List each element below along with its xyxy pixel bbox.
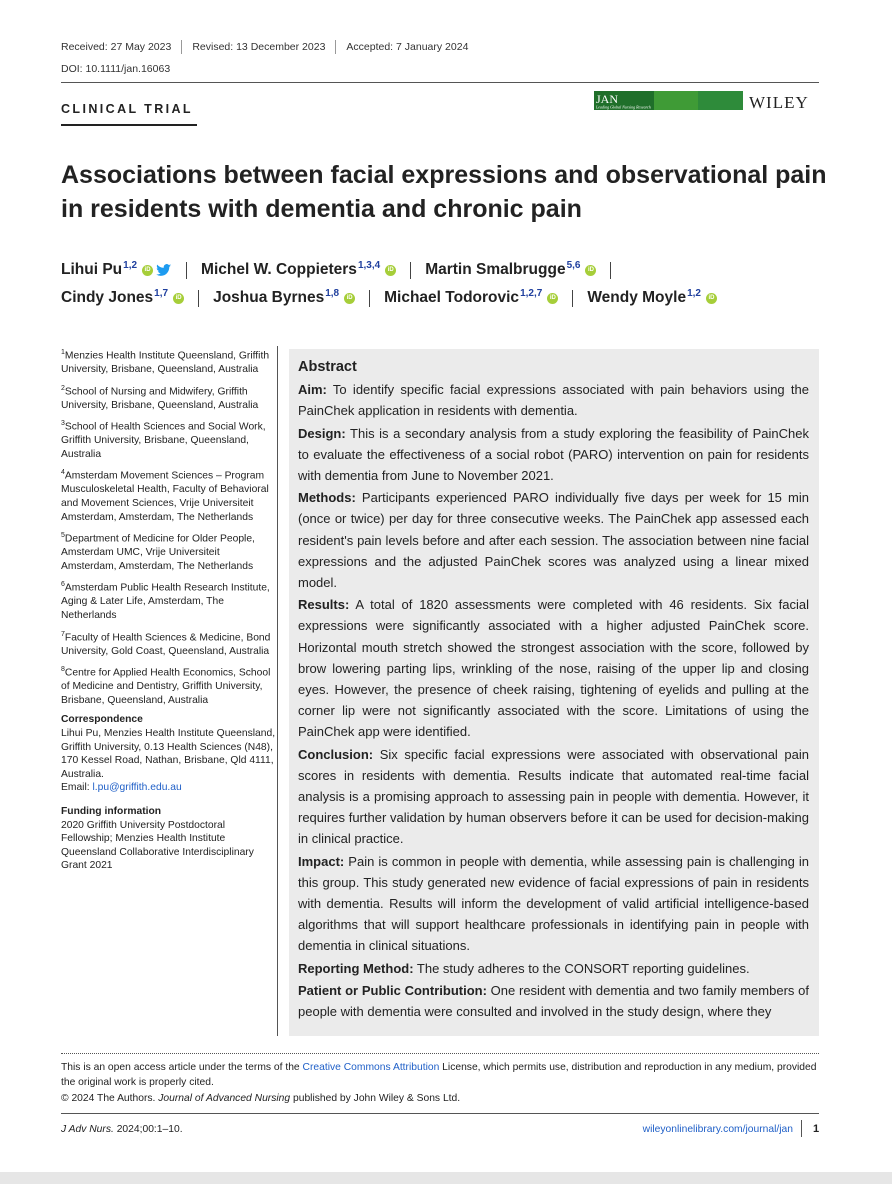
abstract-section-design: Design: This is a secondary analysis from a study exploring the feasibility of PainChek to evaluate the effectiveness of a social robot (PARO) intervention on pain for residents with dementia from June to November 2021. bbox=[298, 425, 809, 484]
author-affiliation-ref[interactable]: 1,8 bbox=[325, 287, 340, 299]
author[interactable] bbox=[587, 289, 717, 307]
jan-logo-text: JAN bbox=[596, 92, 619, 106]
jan-journal-logo[interactable] bbox=[594, 91, 743, 110]
abstract-section-reporting: Reporting Method: The study adheres to the CONSORT reporting guidelines. bbox=[298, 960, 750, 976]
citation: J Adv Nurs. 2024;00:1–10. bbox=[61, 1124, 183, 1135]
correspondence-block bbox=[61, 713, 276, 795]
author-affiliation-ref[interactable]: 1,2 bbox=[123, 259, 138, 271]
abstract-section-public-contribution: Patient or Public Contribution: One resident with dementia and two family members of people with dementia were consulted and involved in the study design, where they bbox=[298, 982, 809, 1020]
article-type-underline bbox=[61, 124, 197, 126]
author-affiliation-ref[interactable]: 1,2,7 bbox=[520, 287, 543, 299]
affiliation: $^4$Amsterdam Movement Sciences – Program Musculoskeletal Health, Faculty of Behavioral and Movement Sciences, Vrije Universiteit Amsterdam, Amsterdam, The Netherlands bbox=[61, 469, 269, 523]
funding-heading: Funding information bbox=[61, 806, 162, 817]
funding-text: 2020 Griffith University Postdoctoral Fellowship; Menzies Health Institute Queensland Collaborative Interdisciplinary Grant 2021 bbox=[61, 819, 254, 872]
orcid-icon[interactable]: iD bbox=[173, 293, 184, 304]
abstract-section-impact: Impact: Pain is common in people with dementia, while assessing pain is challenging in this group. This study generated new evidence of facial expressions of pain in residents with dementia. Results will inform the development of valid artificial intelligence-based algorithms that will support healthcare professionals in identifying pain in people with dementia in clinical situations. bbox=[298, 853, 809, 954]
affiliation: $^7$Faculty of Health Sciences & Medicine, Bond University, Gold Coast, Queensland, Australia bbox=[61, 630, 271, 657]
author-affiliation-ref[interactable]: 1,7 bbox=[154, 287, 169, 299]
author[interactable] bbox=[384, 289, 558, 307]
divider bbox=[335, 40, 336, 54]
divider bbox=[181, 40, 182, 54]
author-name[interactable]: Joshua Byrnes bbox=[213, 289, 325, 306]
column-divider bbox=[277, 346, 278, 1036]
article-title: Associations between facial expressions and observational pain in residents with dementia and chronic pain bbox=[61, 161, 827, 223]
received-date: Received: 27 May 2023 bbox=[61, 41, 172, 53]
abstract-box bbox=[289, 349, 819, 1036]
affiliation: $^8$Centre for Applied Health Economics, School of Medicine and Dentistry, Griffith University, Brisbane, Queensland, Australia bbox=[61, 666, 271, 706]
jan-logo-tagline: Leading Global Nursing Research bbox=[596, 104, 651, 110]
author-affiliation-ref[interactable]: 1,2 bbox=[687, 287, 701, 299]
orcid-icon[interactable]: iD bbox=[706, 293, 717, 304]
copyright-line: © 2024 The Authors. Journal of Advanced Nursing published by John Wiley & Sons Ltd. bbox=[61, 1092, 461, 1104]
page-number: 1 bbox=[813, 1123, 820, 1135]
email-link[interactable]: l.pu@griffith.edu.au bbox=[92, 782, 182, 794]
accepted-date: Accepted: 7 January 2024 bbox=[346, 41, 469, 53]
author-name[interactable]: Martin Smalbrugge bbox=[425, 261, 566, 278]
author-name[interactable]: Wendy Moyle bbox=[587, 289, 687, 306]
header-rule bbox=[61, 82, 819, 83]
author[interactable] bbox=[213, 289, 355, 307]
orcid-icon[interactable]: iD bbox=[142, 265, 153, 276]
affiliation: $^1$Menzies Health Institute Queensland, Griffith University, Brisbane, Queensland, Australia bbox=[61, 349, 270, 376]
affiliation: $^6$Amsterdam Public Health Research Institute, Aging & Later Life, Amsterdam, The Netherlands bbox=[61, 581, 270, 622]
author-affiliation-ref[interactable]: 5,6 bbox=[566, 259, 581, 271]
footer-rule bbox=[61, 1113, 819, 1114]
author-list-row-2 bbox=[61, 289, 831, 307]
license-notice bbox=[61, 1060, 821, 1106]
footer-divider bbox=[801, 1120, 802, 1137]
abstract-section-conclusion: Conclusion: Six specific facial expressions were associated with observational pain scores in residents with dementia. Results indicate that automated real-time facial analysis is a promising approach to assessing pain in people with dementia. However, it requires further validation by human observers before it can be used for decision-making in clinical practice. bbox=[298, 746, 809, 847]
revised-date: Revised: 13 December 2023 bbox=[192, 41, 326, 53]
author-separator bbox=[186, 262, 187, 279]
affiliation: $^5$Department of Medicine for Older People, Amsterdam UMC, Vrije Universiteit Amsterdam, Amsterdam, The Netherlands bbox=[61, 532, 255, 572]
history-dates bbox=[61, 40, 468, 54]
correspondence-heading: Correspondence bbox=[61, 714, 143, 726]
author-separator bbox=[410, 262, 411, 279]
author-separator bbox=[198, 290, 199, 307]
dotted-divider bbox=[61, 1053, 819, 1054]
cc-license-link[interactable]: Creative Commons Attribution bbox=[302, 1062, 440, 1073]
abstract-section-methods: Methods: Participants experienced PARO individually five days per week for 15 min (once or twice) per day for three consecutive weeks. The PainChek app assessed each resident's pain levels before and after each session. The association between nine facial expressions and the adjusted PainChek scores was analyzed using a linear mixed model. bbox=[298, 490, 809, 591]
wiley-logo[interactable]: WILEY bbox=[749, 93, 809, 112]
orcid-icon[interactable]: iD bbox=[385, 265, 396, 276]
author-name[interactable]: Cindy Jones bbox=[61, 289, 154, 306]
correspondence-text: Lihui Pu, Menzies Health Institute Queensland, Griffith University, 0.13 Health Sciences (N48), 170 Kessel Road, Nathan, Brisbane, Qld 4111, Australia. bbox=[61, 728, 276, 780]
abstract-heading: Abstract bbox=[298, 359, 357, 375]
orcid-icon[interactable]: iD bbox=[547, 293, 558, 304]
viewer-background bbox=[0, 1172, 892, 1184]
author-affiliation-ref[interactable]: 1,3,4 bbox=[357, 259, 381, 271]
author-name[interactable]: Michael Todorovic bbox=[384, 289, 520, 306]
funding-block bbox=[61, 805, 276, 873]
author-name[interactable]: Lihui Pu bbox=[61, 261, 123, 278]
author[interactable] bbox=[425, 261, 596, 279]
author[interactable] bbox=[201, 261, 396, 279]
author[interactable] bbox=[61, 261, 172, 279]
author-name[interactable]: Michel W. Coppieters bbox=[201, 261, 357, 278]
article-type: CLINICAL TRIAL bbox=[61, 102, 193, 116]
orcid-icon[interactable]: iD bbox=[344, 293, 355, 304]
journal-url-link[interactable]: wileyonlinelibrary.com/journal/jan bbox=[642, 1124, 793, 1135]
abstract-section-aim: Aim: To identify specific facial expressions associated with pain behaviors using the PainChek application in residents with dementia. bbox=[298, 382, 809, 419]
affiliation: $^2$School of Nursing and Midwifery, Griffith University, Brisbane, Queensland, Australia bbox=[61, 384, 259, 411]
license-text: This is an open access article under the terms of the Creative Commons Attribution License, which permits use, distribution and reproduction in any medium, provided the original work is properly cited. bbox=[61, 1062, 817, 1089]
author[interactable] bbox=[61, 289, 184, 307]
correspondence-email: Email: l.pu@griffith.edu.au bbox=[61, 782, 182, 794]
abstract-section-results: Results: A total of 1820 assessments were completed with 46 residents. Six facial expressions were significantly associated with a higher adjusted PainChek score. Horizontal mouth stretch showed the strongest association with the score, followed by brow lowering parting lips, wrinkling of the nose, raising of the upper lip and closing eyes. However, the presence of cheek raising, tightening of eyelids and pulling at the corner lip were not significantly associated with the score. Limitations of using the PainChek app were identified. bbox=[298, 597, 809, 740]
affiliation: $^3$School of Health Sciences and Social Work, Griffith University, Brisbane, Queensland, Australia bbox=[61, 420, 266, 460]
orcid-icon[interactable]: iD bbox=[585, 265, 596, 276]
author-separator bbox=[369, 290, 370, 307]
author-separator bbox=[572, 290, 573, 307]
author-separator bbox=[610, 262, 611, 279]
author-list-row-1 bbox=[61, 261, 831, 279]
affiliations-sidebar bbox=[61, 346, 276, 883]
twitter-icon[interactable] bbox=[156, 264, 172, 277]
doi[interactable]: DOI: 10.1111/jan.16063 bbox=[61, 63, 171, 75]
